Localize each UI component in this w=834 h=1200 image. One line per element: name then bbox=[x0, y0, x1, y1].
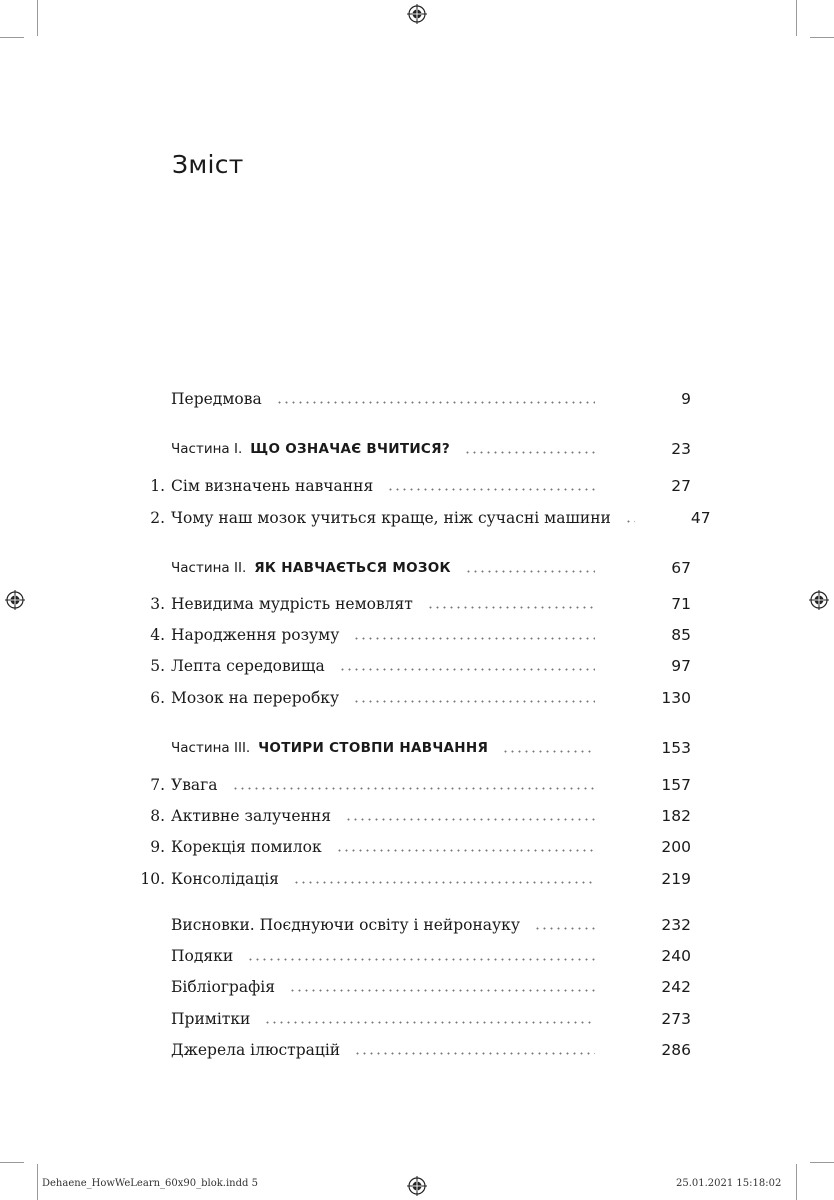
entry-label: Мозок на переробку bbox=[171, 689, 340, 707]
dot-leader bbox=[345, 818, 595, 821]
part-title: ЩО ОЗНАЧАЄ ВЧИТИСЯ? bbox=[250, 441, 450, 457]
page-number: 286 bbox=[661, 1041, 691, 1059]
toc-entry bbox=[171, 390, 691, 408]
crop-mark-bottom-left-h bbox=[0, 1162, 24, 1163]
dot-leader bbox=[502, 750, 595, 753]
dot-leader bbox=[353, 637, 595, 640]
part-title: ЧОТИРИ СТОВПИ НАВЧАННЯ bbox=[258, 740, 489, 756]
part-title: ЯК НАВЧАЄТЬСЯ МОЗОК bbox=[254, 560, 451, 576]
chapter-number: 8. bbox=[150, 807, 165, 825]
entry-label: Увага bbox=[171, 776, 218, 794]
entry-label: Народження розуму bbox=[171, 626, 340, 644]
entry-label: Передмова bbox=[171, 390, 262, 408]
page-number: 71 bbox=[671, 595, 691, 613]
toc-entry bbox=[171, 916, 691, 934]
toc-entry bbox=[171, 838, 691, 856]
dot-leader bbox=[276, 401, 595, 404]
toc-entry-row bbox=[0, 591, 834, 617]
toc-entry-row bbox=[0, 866, 834, 892]
chapter-number: 7. bbox=[150, 776, 165, 794]
toc-entry-row bbox=[0, 685, 834, 711]
dot-leader bbox=[354, 1052, 595, 1055]
toc-part-row bbox=[0, 436, 834, 462]
toc-entry bbox=[171, 509, 711, 527]
toc-entry bbox=[171, 689, 691, 707]
dot-leader bbox=[387, 488, 595, 491]
toc-entry-row bbox=[0, 1006, 834, 1032]
dot-leader bbox=[247, 958, 595, 961]
dot-leader bbox=[464, 451, 595, 454]
entry-label: Висновки. Поєднуючи освіту і нейронауку bbox=[171, 916, 520, 934]
page-number: 157 bbox=[661, 776, 691, 794]
toc-entry bbox=[171, 739, 691, 757]
dot-leader bbox=[293, 881, 595, 884]
chapter-number: 4. bbox=[150, 626, 165, 644]
toc-entry bbox=[171, 559, 691, 577]
toc-entry-row bbox=[0, 473, 834, 499]
entry-label: Сім визначень навчання bbox=[171, 477, 374, 495]
toc-entry bbox=[171, 1041, 691, 1059]
toc-entry bbox=[171, 807, 691, 825]
page-number: 27 bbox=[671, 477, 691, 495]
part-label: Частина I. bbox=[171, 441, 243, 457]
page-title: Зміст bbox=[172, 150, 244, 179]
page-number: 85 bbox=[671, 626, 691, 644]
dot-leader bbox=[289, 989, 595, 992]
dot-leader bbox=[427, 606, 595, 609]
crop-mark-bottom-right-h bbox=[810, 1162, 834, 1163]
entry-label: Корекція помилок bbox=[171, 838, 322, 856]
crop-mark-bottom-right-v bbox=[796, 1164, 797, 1200]
toc-entry bbox=[171, 978, 691, 996]
page-number: 23 bbox=[671, 440, 691, 458]
toc-entry-row bbox=[0, 803, 834, 829]
chapter-number: 10. bbox=[140, 870, 165, 888]
toc-part-row bbox=[0, 735, 834, 761]
toc-entry-row bbox=[0, 505, 834, 531]
part-label: Частина III. bbox=[171, 740, 251, 756]
dot-leader bbox=[336, 849, 595, 852]
chapter-number: 6. bbox=[150, 689, 165, 707]
toc-entry-row bbox=[0, 386, 834, 412]
dot-leader bbox=[353, 700, 595, 703]
page-number: 153 bbox=[661, 739, 691, 757]
toc-entry-row bbox=[0, 912, 834, 938]
crop-mark-top-right-v bbox=[796, 0, 797, 36]
page-number: 232 bbox=[661, 916, 691, 934]
page-number: 219 bbox=[661, 870, 691, 888]
toc-entry bbox=[171, 657, 691, 675]
toc-entry-row bbox=[0, 772, 834, 798]
toc-entry-row bbox=[0, 974, 834, 1000]
dot-leader bbox=[534, 927, 595, 930]
toc-entry-row bbox=[0, 943, 834, 969]
registration-mark-top-icon bbox=[407, 4, 427, 24]
toc-entry bbox=[171, 595, 691, 613]
toc-entry bbox=[171, 1010, 691, 1028]
registration-mark-bottom-icon bbox=[407, 1176, 427, 1196]
toc-entry bbox=[171, 626, 691, 644]
crop-mark-top-left-v bbox=[37, 0, 38, 36]
part-label: Частина II. bbox=[171, 560, 247, 576]
page-number: 47 bbox=[690, 509, 711, 527]
toc-entry bbox=[171, 870, 691, 888]
page-number: 182 bbox=[661, 807, 691, 825]
toc-entry-row bbox=[0, 622, 834, 648]
entry-label: Консолідація bbox=[171, 870, 279, 888]
entry-label: Активне залучення bbox=[171, 807, 332, 825]
dot-leader bbox=[339, 668, 595, 671]
dot-leader bbox=[264, 1021, 595, 1024]
crop-mark-bottom-left-v bbox=[37, 1164, 38, 1200]
entry-label: Невидима мудрість немовлят bbox=[171, 595, 413, 613]
footer-date: 25.01.2021 15:18:02 bbox=[676, 1178, 782, 1189]
crop-mark-top-left-h bbox=[0, 37, 24, 38]
page-number: 273 bbox=[661, 1010, 691, 1028]
entry-label: Чому наш мозок учиться краще, ніж сучасні машини bbox=[171, 509, 611, 527]
toc-entry-row bbox=[0, 834, 834, 860]
toc-entry-row bbox=[0, 1037, 834, 1063]
entry-label: Лепта середовища bbox=[171, 657, 325, 675]
footer-file-info: Dehaene_HowWeLearn_60x90_blok.indd 5 bbox=[42, 1178, 258, 1189]
chapter-number: 5. bbox=[150, 657, 165, 675]
page-number: 9 bbox=[681, 390, 691, 408]
chapter-number: 1. bbox=[150, 477, 165, 495]
crop-mark-top-right-h bbox=[810, 37, 834, 38]
toc-entry-row bbox=[0, 653, 834, 679]
entry-label: Бібліографія bbox=[171, 978, 275, 996]
chapter-number: 2. bbox=[150, 509, 165, 527]
page-number: 200 bbox=[661, 838, 691, 856]
page-number: 240 bbox=[661, 947, 691, 965]
toc-part-row bbox=[0, 555, 834, 581]
toc-entry bbox=[171, 947, 691, 965]
chapter-number: 9. bbox=[150, 838, 165, 856]
entry-label: Примітки bbox=[171, 1010, 251, 1028]
page-number: 67 bbox=[671, 559, 691, 577]
page-number: 130 bbox=[661, 689, 691, 707]
chapter-number: 3. bbox=[150, 595, 165, 613]
entry-label: Джерела ілюстрацій bbox=[171, 1041, 341, 1059]
dot-leader bbox=[232, 787, 595, 790]
dot-leader bbox=[625, 520, 635, 523]
toc-entry bbox=[171, 477, 691, 495]
page-number: 242 bbox=[661, 978, 691, 996]
entry-label: Подяки bbox=[171, 947, 234, 965]
toc-entry bbox=[171, 440, 691, 458]
toc-entry bbox=[171, 776, 691, 794]
page-number: 97 bbox=[671, 657, 691, 675]
dot-leader bbox=[465, 570, 595, 573]
